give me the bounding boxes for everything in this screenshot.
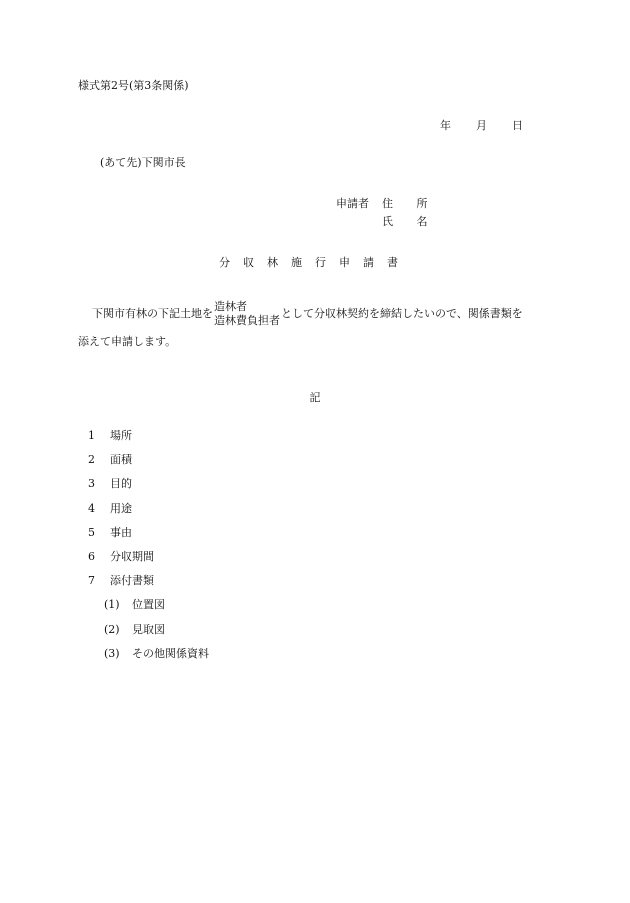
item-number: 4 [88, 501, 95, 515]
sub-list-item [88, 624, 209, 648]
applicant-role-label: 申請者 [336, 196, 369, 210]
list-item [88, 454, 209, 478]
item-list [88, 430, 209, 672]
form-number: 様式第2号(第3条関係) [78, 79, 189, 92]
list-item [88, 503, 209, 527]
body-paragraph-line-2: 添えて申請します。 [78, 335, 177, 348]
item-number: 5 [88, 525, 95, 539]
date-month-label: 月 [476, 119, 487, 132]
date-line [440, 120, 523, 131]
addressee: (あて先)下関市長 [100, 156, 186, 169]
document-title: 分収林施行申請書 [219, 256, 411, 269]
body-prefix: 下関市有林の下記土地を [92, 307, 213, 321]
list-item [88, 551, 209, 575]
sub-list-item [88, 648, 209, 672]
list-item [88, 430, 209, 454]
applicant-address-row [336, 194, 438, 212]
list-item [88, 527, 209, 551]
applicant-name-row [336, 212, 438, 230]
sub-item-label: その他関係資料 [132, 646, 209, 660]
item-number: 7 [88, 574, 95, 588]
item-label: 用途 [110, 501, 132, 515]
date-year-label: 年 [440, 119, 451, 132]
list-item [88, 575, 209, 599]
choice-forester: 造林者 [214, 300, 247, 313]
list-item [88, 478, 209, 502]
sub-item-label: 見取図 [132, 622, 165, 636]
item-label: 場所 [110, 429, 132, 442]
sub-list-item [88, 599, 209, 623]
address-label: 住 所 [382, 196, 438, 210]
item-label: 目的 [110, 477, 132, 491]
sub-item-number: (1) [104, 598, 120, 612]
body-paragraph-line-1 [92, 300, 523, 328]
date-day-label: 日 [512, 119, 523, 132]
item-number: 6 [88, 549, 95, 563]
sub-item-label: 位置図 [132, 598, 165, 612]
applicant-block [336, 194, 438, 230]
item-label: 面積 [110, 453, 132, 467]
item-label: 添付書類 [110, 574, 154, 588]
applicant-type-choice [214, 300, 280, 328]
sub-item-number: (2) [104, 622, 120, 636]
choice-cost-bearer: 造林費負担者 [214, 313, 280, 327]
item-label: 分収期間 [110, 549, 154, 563]
name-label: 氏 名 [382, 214, 438, 228]
item-label: 事由 [110, 525, 132, 539]
item-number: 1 [88, 429, 95, 442]
sub-item-number: (3) [104, 646, 120, 660]
item-number: 3 [88, 477, 95, 491]
item-number: 2 [88, 453, 95, 467]
body-suffix: として分収林契約を締結したいので、関係書類を [281, 307, 523, 321]
ki-heading: 記 [309, 391, 321, 404]
